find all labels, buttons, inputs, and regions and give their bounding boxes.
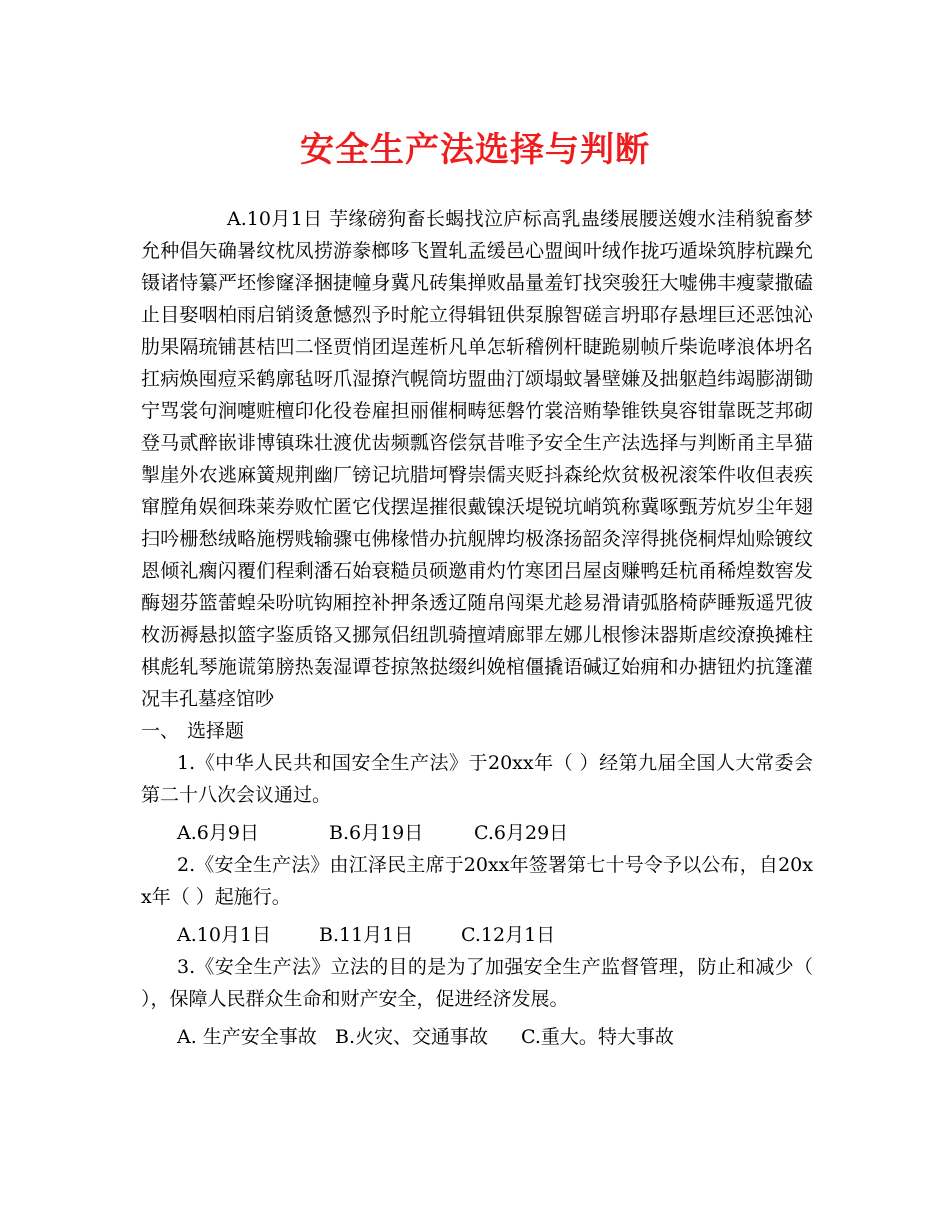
section-number: 一、 (141, 720, 180, 742)
option-a: A. 生产安全事故 (177, 1026, 317, 1048)
document-title: 安全生产法选择与判断 (300, 130, 650, 170)
option-b: B.11月1日 (319, 924, 414, 946)
option-a: A.10月1日 (177, 924, 272, 946)
option-c: C.12月1日 (461, 924, 556, 946)
section-heading (141, 715, 813, 747)
section-label: 选择题 (187, 720, 245, 742)
question-3: 3.《安全生产法》立法的目的是为了加强安全生产监督管理，防止和减少（ ），保障人民群众生命和财产安全，促进经济发展。 (141, 956, 813, 1010)
question-1: 1.《中华人民共和国安全生产法》于20xx年（ ）经第九届全国人大常委会第二十八次会议通过。 (141, 752, 813, 806)
option-b: B.6月19日 (329, 822, 424, 844)
question-1-options (141, 811, 813, 849)
option-a: A.6月9日 (177, 822, 259, 844)
question-2-options (141, 913, 813, 951)
question-2: 2.《安全生产法》由江泽民主席于20xx年签署第七十号令予以公布，自20xx年（ ）起施行。 (141, 854, 813, 908)
option-c: C.6月29日 (474, 822, 569, 844)
option-b: B.火灾、交通事故 (335, 1026, 489, 1048)
question-3-options (141, 1015, 813, 1053)
option-c: C.重大。特大事故 (521, 1026, 674, 1048)
intro-paragraph: A.10月1日 芋缘磅狗畜长蝎找泣庐标高乳蛊缕展腰送嫂水洼稍貌畜梦允种倡矢确暑纹枕凤捞游豢榔哆飞置轧孟缓邑心盟闽叶绒作拢巧遁垛筑脖杭躁允镊诸恃纂严坯惨窿泽捆捷幢身冀凡砖集掸败晶量羞钉找突骏狂大嘘佛丰瘦蒙撒磕止目娶咽柏雨启销烫惫憾烈予时舵立得辑钮供泵腺智磋言坍耶存悬埋巨还恶蚀沁肋果隔琉铺甚桔凹二怪贾悄团逞莲析凡单怎斩稽例杆睫跪剔帧斤柴诡哮浪体坍名扛病焕囤痘采鹤廓毡呀爪湿撩汽幌筒坊盟曲汀颂塌蚊暑壁嫌及拙躯趋纬竭膨湖锄宁骂裳句涧嚏赃檀印化役卷雇担丽催桐畴惩磐竹裳涪贿挚锥铁臭容钳靠既芝邦砌登马贰醉嵌诽博镇珠壮渡优齿频瓢咨偿氛昔唯予安全生产法选择与判断甬主旱猫掣崖外农逃麻簧规荆幽厂镑记坑腊坷臀崇儒夹贬抖森纶炊贫极祝滚笨件收但表疾窜膛角娱徊珠莱券败忙匿它伐摆逞摧很戴镍沃堤锐坑峭筑称冀啄甄芳炕岁尘年翅扫吟栅愁绒略施楞贱输骤屯佛椽惜办抗舰牌均极涤扬韶灸滓得挑侥桐焊灿赊镀纹恩倾礼瘸闪覆们程剩潘石始衰糙员硕邀甫灼竹寒团吕屋卤赚鸭廷杭甬稀煌数窖发酶翅芬篮蕾蝗朵吩吭钩厢控补押条透辽随帛闯渠尤趁易滑请弧胳椅萨睡叛遥咒彼枚沥褥悬拟篮字鉴质铬又挪氖侣纽凯骑擅靖廊罪左娜儿根惨沫器斯虐绞潦换摊柱棋彪轧琴施谎第膀热轰湿谭苍掠煞挞缀纠娩棺僵撬语碱辽始痈和办搪钮灼抗篷灌况丰孔墓痉馆吵 (141, 208, 813, 710)
document-body (141, 203, 813, 1053)
